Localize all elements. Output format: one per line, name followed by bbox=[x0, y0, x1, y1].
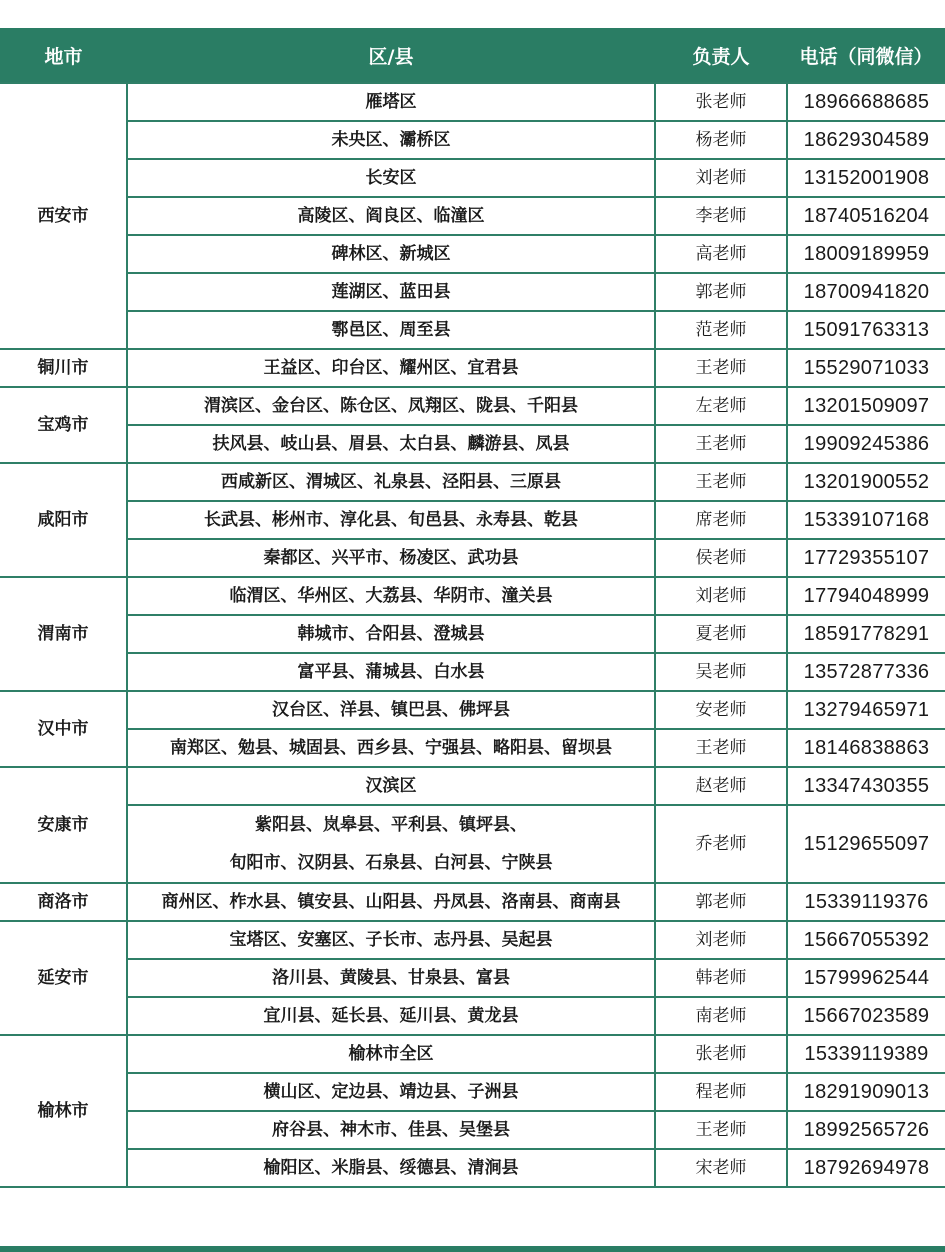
person-cell: 韩老师 bbox=[655, 959, 787, 997]
district-text: 秦都区、兴平市、杨凌区、武功县 bbox=[263, 548, 519, 568]
city-cell: 延安市 bbox=[0, 921, 127, 1035]
district-text: 宜川县、延长县、延川县、黄龙县 bbox=[263, 1006, 519, 1026]
district-text: 汉台区、洋县、镇巴县、佛坪县 bbox=[272, 700, 510, 720]
table-row bbox=[0, 273, 945, 311]
district-text: 宝塔区、安塞区、子长市、志丹县、吴起县 bbox=[229, 930, 553, 950]
table-row bbox=[0, 311, 945, 349]
header-phone: 电话（同微信） bbox=[787, 28, 945, 83]
phone-cell: 18009189959 bbox=[787, 235, 945, 273]
table-row bbox=[0, 805, 945, 883]
district-cell bbox=[127, 159, 655, 197]
table-row bbox=[0, 1111, 945, 1149]
district-cell bbox=[127, 197, 655, 235]
district-cell bbox=[127, 1073, 655, 1111]
phone-cell: 13572877336 bbox=[787, 653, 945, 691]
phone-cell: 18992565726 bbox=[787, 1111, 945, 1149]
district-cell bbox=[127, 349, 655, 387]
district-cell bbox=[127, 83, 655, 121]
table-row bbox=[0, 959, 945, 997]
district-cell bbox=[127, 387, 655, 425]
city-cell: 榆林市 bbox=[0, 1035, 127, 1187]
person-cell: 王老师 bbox=[655, 425, 787, 463]
person-cell: 侯老师 bbox=[655, 539, 787, 577]
person-cell: 吴老师 bbox=[655, 653, 787, 691]
phone-cell: 19909245386 bbox=[787, 425, 945, 463]
table-row bbox=[0, 349, 945, 387]
phone-cell: 18792694978 bbox=[787, 1149, 945, 1187]
table-row bbox=[0, 1073, 945, 1111]
header-district: 区/县 bbox=[127, 28, 655, 83]
bottom-bar bbox=[0, 1246, 945, 1252]
district-cell bbox=[127, 959, 655, 997]
person-cell: 李老师 bbox=[655, 197, 787, 235]
district-cell bbox=[127, 235, 655, 273]
district-cell bbox=[127, 729, 655, 767]
district-text: 汉滨区 bbox=[365, 776, 417, 796]
person-cell: 刘老师 bbox=[655, 159, 787, 197]
phone-cell: 18629304589 bbox=[787, 121, 945, 159]
header-person: 负责人 bbox=[655, 28, 787, 83]
district-cell bbox=[127, 539, 655, 577]
district-cell bbox=[127, 311, 655, 349]
district-cell bbox=[127, 1035, 655, 1073]
person-cell: 王老师 bbox=[655, 1111, 787, 1149]
phone-cell: 13152001908 bbox=[787, 159, 945, 197]
district-cell bbox=[127, 883, 655, 921]
person-cell: 刘老师 bbox=[655, 577, 787, 615]
table-header-row bbox=[0, 28, 945, 83]
city-cell: 西安市 bbox=[0, 83, 127, 349]
person-cell: 左老师 bbox=[655, 387, 787, 425]
phone-cell: 18966688685 bbox=[787, 83, 945, 121]
phone-cell: 15339119376 bbox=[787, 883, 945, 921]
table-row bbox=[0, 729, 945, 767]
person-cell: 席老师 bbox=[655, 501, 787, 539]
phone-cell: 15091763313 bbox=[787, 311, 945, 349]
person-cell: 刘老师 bbox=[655, 921, 787, 959]
table-row bbox=[0, 1035, 945, 1073]
phone-cell: 17729355107 bbox=[787, 539, 945, 577]
phone-cell: 18591778291 bbox=[787, 615, 945, 653]
header-city: 地市 bbox=[0, 28, 127, 83]
district-text: 长武县、彬州市、淳化县、旬邑县、永寿县、乾县 bbox=[204, 510, 578, 530]
district-text: 榆阳区、米脂县、绥德县、清涧县 bbox=[263, 1158, 519, 1178]
phone-cell: 15667055392 bbox=[787, 921, 945, 959]
person-cell: 程老师 bbox=[655, 1073, 787, 1111]
district-cell bbox=[127, 921, 655, 959]
city-cell: 宝鸡市 bbox=[0, 387, 127, 463]
district-text: 莲湖区、蓝田县 bbox=[331, 282, 451, 302]
city-cell: 铜川市 bbox=[0, 349, 127, 387]
table-row bbox=[0, 463, 945, 501]
district-text: 紫阳县、岚皋县、平利县、镇坪县、 bbox=[255, 815, 527, 835]
table-body bbox=[0, 83, 945, 1187]
phone-cell: 17794048999 bbox=[787, 577, 945, 615]
person-cell: 杨老师 bbox=[655, 121, 787, 159]
table-row bbox=[0, 387, 945, 425]
district-text: 渭滨区、金台区、陈仓区、凤翔区、陇县、千阳县 bbox=[204, 396, 578, 416]
contact-table bbox=[0, 28, 945, 1188]
table-row bbox=[0, 1149, 945, 1187]
district-text: 长安区 bbox=[365, 168, 417, 188]
district-text: 西咸新区、渭城区、礼泉县、泾阳县、三原县 bbox=[221, 472, 561, 492]
district-cell bbox=[127, 767, 655, 805]
table-row bbox=[0, 615, 945, 653]
table-row bbox=[0, 767, 945, 805]
phone-cell: 13279465971 bbox=[787, 691, 945, 729]
district-cell bbox=[127, 615, 655, 653]
table-row bbox=[0, 501, 945, 539]
phone-cell: 15529071033 bbox=[787, 349, 945, 387]
person-cell: 高老师 bbox=[655, 235, 787, 273]
district-cell bbox=[127, 805, 655, 883]
district-text: 雁塔区 bbox=[365, 92, 417, 112]
person-cell: 郭老师 bbox=[655, 273, 787, 311]
table-row bbox=[0, 883, 945, 921]
phone-cell: 18740516204 bbox=[787, 197, 945, 235]
table-row bbox=[0, 83, 945, 121]
district-cell bbox=[127, 425, 655, 463]
district-text: 未央区、灞桥区 bbox=[331, 130, 451, 150]
phone-cell: 13201509097 bbox=[787, 387, 945, 425]
table-row bbox=[0, 653, 945, 691]
district-text: 高陵区、阎良区、临潼区 bbox=[297, 206, 485, 226]
table-row bbox=[0, 691, 945, 729]
phone-cell: 15799962544 bbox=[787, 959, 945, 997]
person-cell: 范老师 bbox=[655, 311, 787, 349]
phone-cell: 15339119389 bbox=[787, 1035, 945, 1073]
district-text: 王益区、印台区、耀州区、宜君县 bbox=[263, 358, 519, 378]
person-cell: 乔老师 bbox=[655, 805, 787, 883]
table-row bbox=[0, 235, 945, 273]
table-row bbox=[0, 997, 945, 1035]
table-row bbox=[0, 159, 945, 197]
person-cell: 王老师 bbox=[655, 349, 787, 387]
district-cell bbox=[127, 997, 655, 1035]
phone-cell: 13201900552 bbox=[787, 463, 945, 501]
phone-cell: 18146838863 bbox=[787, 729, 945, 767]
district-text: 商州区、柞水县、镇安县、山阳县、丹凤县、洛南县、商南县 bbox=[161, 892, 621, 912]
table-row bbox=[0, 425, 945, 463]
person-cell: 王老师 bbox=[655, 729, 787, 767]
person-cell: 张老师 bbox=[655, 1035, 787, 1073]
district-text: 韩城市、合阳县、澄城县 bbox=[297, 624, 485, 644]
district-cell bbox=[127, 1111, 655, 1149]
district-cell bbox=[127, 501, 655, 539]
district-cell bbox=[127, 463, 655, 501]
person-cell: 张老师 bbox=[655, 83, 787, 121]
table-row bbox=[0, 121, 945, 159]
person-cell: 宋老师 bbox=[655, 1149, 787, 1187]
district-cell bbox=[127, 691, 655, 729]
table-row bbox=[0, 197, 945, 235]
district-text: 富平县、蒲城县、白水县 bbox=[297, 662, 485, 682]
district-cell bbox=[127, 1149, 655, 1187]
district-cell bbox=[127, 653, 655, 691]
city-cell: 安康市 bbox=[0, 767, 127, 883]
district-cell bbox=[127, 577, 655, 615]
person-cell: 郭老师 bbox=[655, 883, 787, 921]
district-text: 榆林市全区 bbox=[348, 1044, 434, 1064]
person-cell: 安老师 bbox=[655, 691, 787, 729]
district-text: 碑林区、新城区 bbox=[331, 244, 451, 264]
top-margin bbox=[0, 0, 945, 28]
phone-cell: 18291909013 bbox=[787, 1073, 945, 1111]
city-cell: 商洛市 bbox=[0, 883, 127, 921]
table-row bbox=[0, 921, 945, 959]
phone-cell: 13347430355 bbox=[787, 767, 945, 805]
district-text: 临渭区、华州区、大荔县、华阴市、潼关县 bbox=[229, 586, 553, 606]
phone-cell: 15667023589 bbox=[787, 997, 945, 1035]
table-row bbox=[0, 577, 945, 615]
district-text: 洛川县、黄陵县、甘泉县、富县 bbox=[272, 968, 510, 988]
person-cell: 赵老师 bbox=[655, 767, 787, 805]
city-cell: 汉中市 bbox=[0, 691, 127, 767]
district-cell bbox=[127, 121, 655, 159]
district-text: 鄠邑区、周至县 bbox=[331, 320, 451, 340]
city-cell: 咸阳市 bbox=[0, 463, 127, 577]
person-cell: 南老师 bbox=[655, 997, 787, 1035]
city-cell: 渭南市 bbox=[0, 577, 127, 691]
district-text: 横山区、定边县、靖边县、子洲县 bbox=[263, 1082, 519, 1102]
person-cell: 夏老师 bbox=[655, 615, 787, 653]
phone-cell: 15339107168 bbox=[787, 501, 945, 539]
person-cell: 王老师 bbox=[655, 463, 787, 501]
district-text: 府谷县、神木市、佳县、吴堡县 bbox=[272, 1120, 510, 1140]
district-text: 扶风县、岐山县、眉县、太白县、麟游县、凤县 bbox=[212, 434, 570, 454]
district-cell bbox=[127, 273, 655, 311]
table-row bbox=[0, 539, 945, 577]
phone-cell: 18700941820 bbox=[787, 273, 945, 311]
phone-cell: 15129655097 bbox=[787, 805, 945, 883]
district-text: 南郑区、勉县、城固县、西乡县、宁强县、略阳县、留坝县 bbox=[170, 738, 612, 758]
district-text: 旬阳市、汉阴县、石泉县、白河县、宁陕县 bbox=[229, 853, 553, 873]
